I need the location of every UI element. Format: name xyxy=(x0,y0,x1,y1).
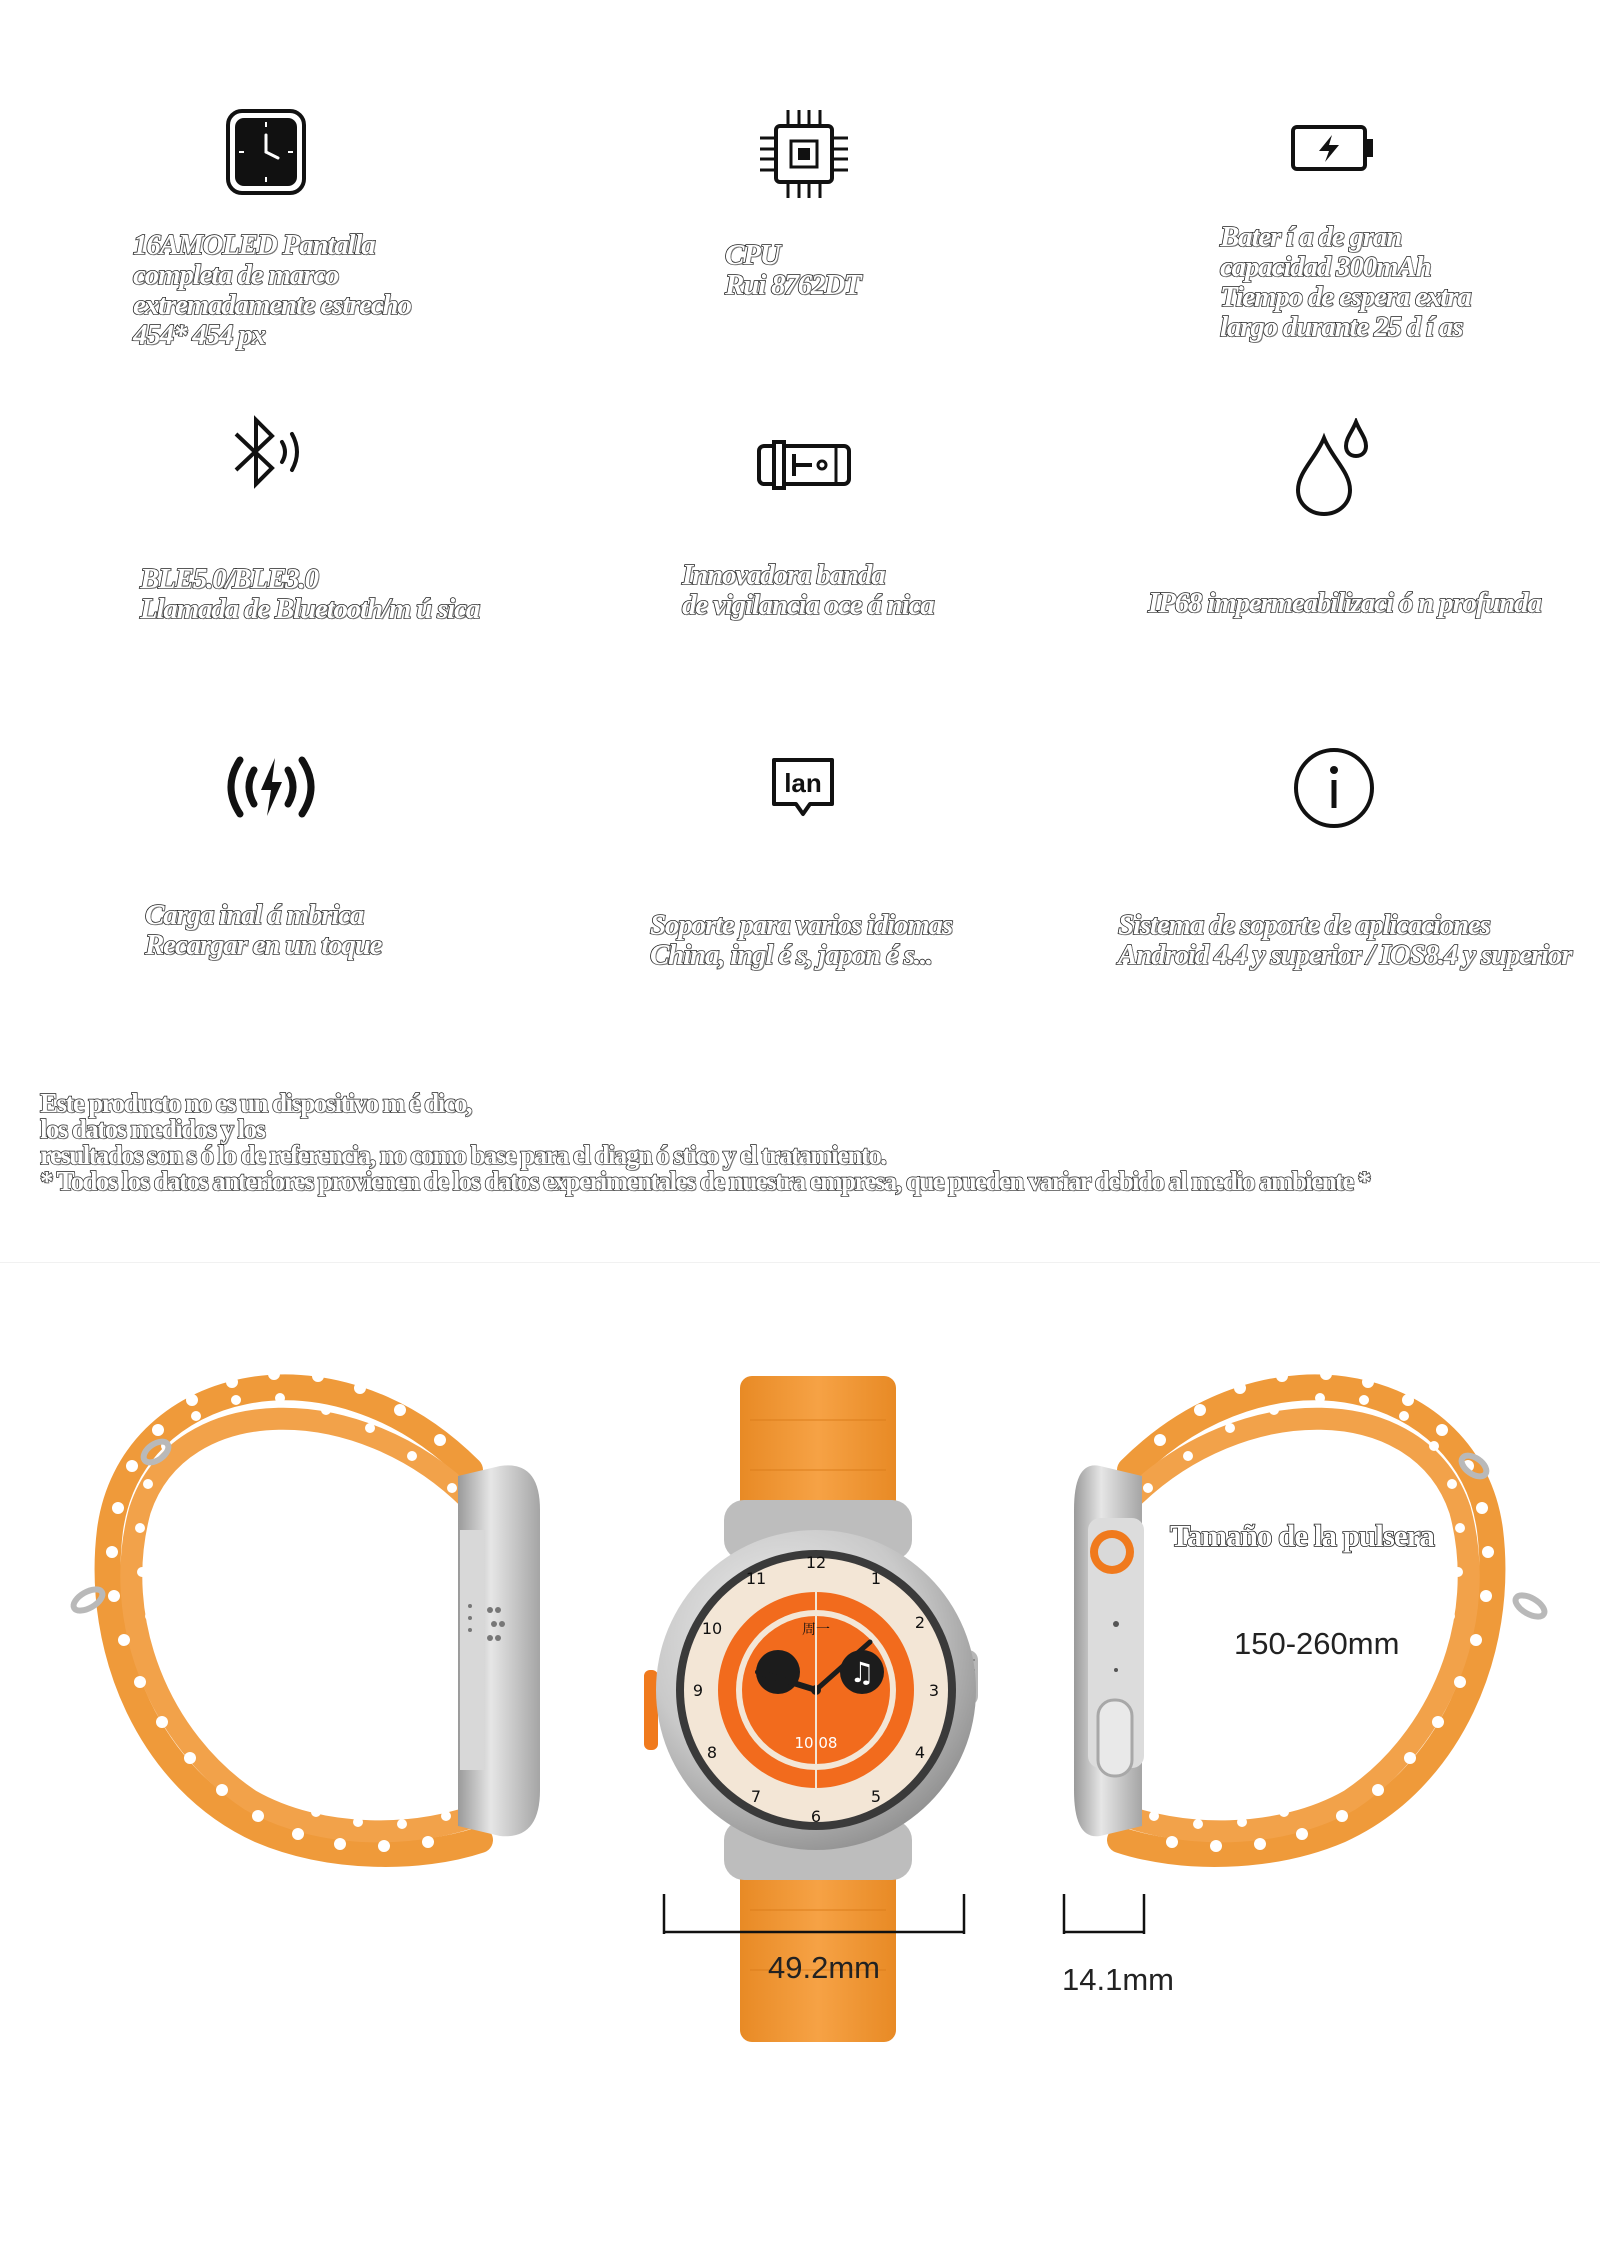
width-value: 49.2mm xyxy=(768,1950,880,1985)
watch-day-label: 周一 xyxy=(802,1622,830,1638)
product-dimensions-section xyxy=(0,1270,1600,2241)
svg-text:11: 11 xyxy=(745,1569,767,1588)
svg-text:3: 3 xyxy=(928,1681,940,1700)
battery-icon xyxy=(1290,124,1376,172)
strap-size-value: 150-260mm xyxy=(1234,1626,1400,1661)
svg-text:10: 10 xyxy=(701,1619,723,1638)
feature-display-text: 16AMOLED Pantalla completa de marco extremadamente estrecho 454* 454 px xyxy=(133,229,411,351)
section-divider xyxy=(0,1262,1600,1263)
feature-battery-text: Bater í a de gran capacidad 300mAh Tiempo de espera extra largo durante 25 d í as xyxy=(1220,221,1471,343)
feature-cpu-text: CPU Rui 8762DT xyxy=(725,239,861,301)
info-icon xyxy=(1292,746,1376,830)
feature-band-text: Innovadora banda de vigilancia oce á nica xyxy=(682,559,934,621)
front-watch xyxy=(644,1376,978,2042)
svg-text:9: 9 xyxy=(692,1681,704,1700)
language-icon xyxy=(770,756,836,820)
feature-water-text: IP68 impermeabilizaci ó n profunda xyxy=(1148,587,1541,619)
left-side-band xyxy=(70,1368,540,1854)
feature-app-support-text: Sistema de soporte de aplicaciones Android 4.4 y superior / IOS8.4 y superior xyxy=(1118,909,1572,971)
feature-language-text: Soporte para varios idiomas China, ingl é s, japon é s... xyxy=(650,909,952,971)
thickness-value: 14.1mm xyxy=(1062,1962,1174,1997)
watch-time-label: 10 08 xyxy=(794,1734,838,1752)
feature-bluetooth-text: BLE5.0/BLE3.0 Llamada de Bluetooth/m ú sica xyxy=(140,563,479,625)
svg-text:8: 8 xyxy=(706,1743,718,1762)
svg-text:♫: ♫ xyxy=(849,1656,875,1689)
cpu-chip-icon xyxy=(756,106,852,202)
thickness-dimension-bracket xyxy=(1064,1894,1144,1934)
product-illustration xyxy=(0,1270,1600,2241)
right-side-band xyxy=(1074,1368,1548,1854)
svg-text:4: 4 xyxy=(914,1743,926,1762)
bluetooth-call-icon xyxy=(228,408,312,498)
svg-text:12: 12 xyxy=(805,1553,827,1572)
smartwatch-icon xyxy=(225,108,307,196)
water-drops-icon xyxy=(1294,418,1374,518)
feature-charging-text: Carga inal á mbrica Recargar en un toque xyxy=(145,899,382,961)
svg-text:1: 1 xyxy=(870,1569,882,1588)
wireless-charging-icon xyxy=(218,750,324,824)
watch-band-icon xyxy=(756,440,852,490)
svg-text:lan: lan xyxy=(784,768,822,798)
svg-text:7: 7 xyxy=(750,1787,762,1806)
svg-text:2: 2 xyxy=(914,1613,926,1632)
svg-text:5: 5 xyxy=(870,1787,882,1806)
disclaimer-text: Este producto no es un dispositivo m é dico, los datos medidos y los resultados son s ó lo de referencia, no como base para el diagn ó stico y el tratamiento. * Todos los datos anteriores provienen de los datos experimentales de nuestra empresa, que pueden variar debido al medio ambiente * xyxy=(40,1088,1370,1196)
svg-text:6: 6 xyxy=(810,1807,822,1826)
strap-size-label: Tamaño de la pulsera xyxy=(1170,1518,1434,1553)
